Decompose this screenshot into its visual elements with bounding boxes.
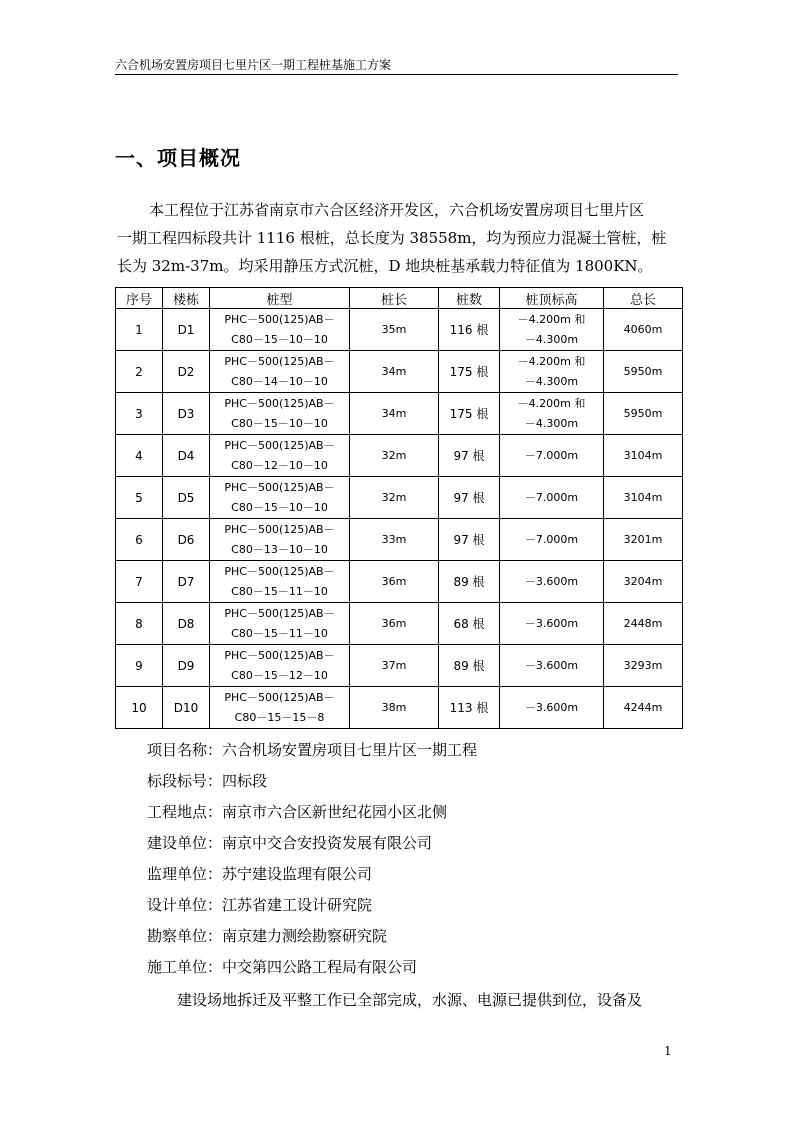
- cell-total: [604, 603, 683, 645]
- cell-type: [210, 603, 350, 645]
- cell-type: [210, 393, 350, 435]
- cell-count-text: 89 根: [453, 658, 485, 673]
- col-header-type: 桩型: [210, 288, 350, 309]
- cell-length: [350, 309, 439, 351]
- cell-building-text: D3: [177, 406, 195, 421]
- cell-total: [604, 351, 683, 393]
- cell-total-text: 3204m: [623, 574, 663, 588]
- cell-no-text: 1: [135, 322, 143, 337]
- cell-elevation-text: －7.000m: [524, 490, 579, 504]
- cell-type-text: PHC－500(125)AB－: [224, 480, 335, 494]
- cell-type-text: C80－15－11－10: [231, 584, 328, 598]
- cell-no: [116, 519, 163, 561]
- col-header-total: 总长: [604, 288, 683, 309]
- intro-line-2: 一期工程四标段共计 1116 根桩，总长度为 38558m，均为预应力混凝土管桩，桩: [117, 229, 667, 247]
- cell-elevation-text: －3.600m: [524, 700, 579, 714]
- cell-total-text: 3201m: [623, 532, 663, 546]
- table-row: [116, 561, 683, 603]
- cell-type: [210, 519, 350, 561]
- cell-total-text: 3104m: [623, 448, 663, 462]
- cell-type-text: PHC－500(125)AB－: [224, 690, 335, 704]
- col-header-length: 桩长: [350, 288, 439, 309]
- cell-building: [163, 351, 210, 393]
- cell-length: [350, 603, 439, 645]
- cell-type: [210, 687, 350, 729]
- cell-total-text: 5950m: [623, 406, 663, 420]
- cell-elevation: [500, 393, 604, 435]
- cell-no: [116, 393, 163, 435]
- cell-elevation: [500, 309, 604, 351]
- info-line: 监理单位：苏宁建设监理有限公司: [147, 865, 373, 883]
- intro-line-3: 长为 32m-37m。均采用静压方式沉桩，D 地块桩基承载力特征值为 1800KN。: [117, 257, 653, 275]
- cell-length-text: 34m: [381, 406, 407, 420]
- table-row: [116, 393, 683, 435]
- cell-length: [350, 561, 439, 603]
- cell-no: [116, 603, 163, 645]
- cell-type: [210, 309, 350, 351]
- cell-count: [439, 561, 500, 603]
- cell-total: [604, 645, 683, 687]
- cell-building-text: D2: [177, 364, 195, 379]
- cell-count: [439, 435, 500, 477]
- cell-building: [163, 561, 210, 603]
- cell-no: [116, 351, 163, 393]
- header-rule: [115, 74, 678, 75]
- cell-building: [163, 309, 210, 351]
- cell-count: [439, 477, 500, 519]
- cell-no: [116, 477, 163, 519]
- cell-type-text: PHC－500(125)AB－: [224, 354, 335, 368]
- cell-building: [163, 645, 210, 687]
- cell-no: [116, 687, 163, 729]
- cell-type-text: PHC－500(125)AB－: [224, 648, 335, 662]
- cell-total: [604, 435, 683, 477]
- cell-elevation-text: －4.300m: [524, 332, 579, 346]
- cell-type-text: PHC－500(125)AB－: [224, 522, 335, 536]
- cell-type-text: C80－15－10－10: [231, 500, 328, 514]
- cell-building: [163, 603, 210, 645]
- running-header: 六合机场安置房项目七里片区一期工程桩基施工方案: [115, 58, 392, 72]
- info-line: 施工单位：中交第四公路工程局有限公司: [147, 958, 418, 976]
- cell-type-text: PHC－500(125)AB－: [224, 438, 335, 452]
- cell-total-text: 5950m: [623, 364, 663, 378]
- cell-building-text: D9: [177, 658, 195, 673]
- cell-elevation: [500, 561, 604, 603]
- cell-total-text: 4060m: [623, 322, 663, 336]
- cell-length-text: 34m: [381, 364, 407, 378]
- cell-length-text: 37m: [381, 658, 407, 672]
- cell-elevation-text: －4.300m: [524, 416, 579, 430]
- cell-no-text: 4: [135, 448, 143, 463]
- project-info: [147, 735, 477, 983]
- cell-building: [163, 393, 210, 435]
- cell-length-text: 35m: [381, 322, 407, 336]
- cell-length-text: 36m: [381, 574, 407, 588]
- cell-type: [210, 561, 350, 603]
- table-row: [116, 477, 683, 519]
- cell-type-text: C80－13－10－10: [231, 542, 328, 556]
- cell-no-text: 7: [135, 574, 143, 589]
- info-line: 项目名称：六合机场安置房项目七里片区一期工程: [147, 741, 478, 759]
- cell-count-text: 97 根: [453, 490, 485, 505]
- info-line: 工程地点：南京市六合区新世纪花园小区北侧: [147, 803, 448, 821]
- intro-paragraph: [117, 196, 683, 280]
- cell-elevation-text: －3.600m: [524, 616, 579, 630]
- cell-length: [350, 477, 439, 519]
- cell-type: [210, 477, 350, 519]
- cell-length-text: 38m: [381, 700, 407, 714]
- cell-length: [350, 645, 439, 687]
- cell-no: [116, 561, 163, 603]
- cell-type: [210, 645, 350, 687]
- cell-total: [604, 393, 683, 435]
- info-line: 标段标号：四标段: [147, 772, 268, 790]
- cell-no: [116, 645, 163, 687]
- cell-count-text: 89 根: [453, 574, 485, 589]
- cell-total: [604, 477, 683, 519]
- cell-type-text: C80－15－12－10: [231, 668, 328, 682]
- cell-count-text: 113 根: [449, 700, 489, 715]
- cell-elevation: [500, 351, 604, 393]
- col-header-elevation: 桩顶标高: [500, 288, 604, 309]
- cell-no-text: 8: [135, 616, 143, 631]
- cell-count: [439, 309, 500, 351]
- cell-count-text: 97 根: [453, 448, 485, 463]
- info-line: 勘察单位：南京建力测绘勘察研究院: [147, 927, 388, 945]
- cell-count-text: 175 根: [449, 364, 489, 379]
- table-row: [116, 645, 683, 687]
- cell-type: [210, 351, 350, 393]
- cell-length-text: 32m: [381, 448, 407, 462]
- cell-elevation-text: －4.300m: [524, 374, 579, 388]
- cell-elevation: [500, 477, 604, 519]
- cell-type-text: C80－12－10－10: [231, 458, 328, 472]
- cell-type-text: PHC－500(125)AB－: [224, 564, 335, 578]
- col-header-no: 序号: [116, 288, 163, 309]
- cell-total-text: 3293m: [623, 658, 663, 672]
- cell-building-text: D4: [177, 448, 195, 463]
- cell-no-text: 2: [135, 364, 143, 379]
- cell-total: [604, 687, 683, 729]
- cell-no: [116, 435, 163, 477]
- info-line: 设计单位：江苏省建工设计研究院: [147, 896, 373, 914]
- cell-length-text: 33m: [381, 532, 407, 546]
- cell-type-text: C80－15－10－10: [231, 416, 328, 430]
- intro-line-1: 本工程位于江苏省南京市六合区经济开发区，六合机场安置房项目七里片区: [149, 201, 645, 219]
- cell-type-text: PHC－500(125)AB－: [224, 396, 335, 410]
- table-row: [116, 603, 683, 645]
- cell-type-text: C80－15－11－10: [231, 626, 328, 640]
- cell-elevation-text: －4.200m 和: [517, 354, 586, 368]
- cell-elevation-text: －7.000m: [524, 448, 579, 462]
- cell-count: [439, 519, 500, 561]
- cell-type-text: C80－14－10－10: [231, 374, 328, 388]
- cell-length: [350, 687, 439, 729]
- cell-total-text: 4244m: [623, 700, 663, 714]
- cell-no: [116, 309, 163, 351]
- cell-building: [163, 477, 210, 519]
- cell-count: [439, 351, 500, 393]
- cell-elevation: [500, 519, 604, 561]
- cell-length: [350, 351, 439, 393]
- cell-building-text: D1: [177, 322, 195, 337]
- cell-no-text: 5: [135, 490, 143, 505]
- cell-elevation: [500, 435, 604, 477]
- table-row: [116, 309, 683, 351]
- table-row: [116, 687, 683, 729]
- col-header-count: 桩数: [439, 288, 500, 309]
- cell-total-text: 2448m: [623, 616, 663, 630]
- table-row: [116, 351, 683, 393]
- cell-type: [210, 435, 350, 477]
- cell-no-text: 9: [135, 658, 143, 673]
- cell-count: [439, 393, 500, 435]
- cell-length-text: 32m: [381, 490, 407, 504]
- table-header-row: [116, 288, 683, 309]
- cell-type-text: C80－15－10－10: [231, 332, 328, 346]
- cell-elevation-text: －3.600m: [524, 658, 579, 672]
- cell-type-text: PHC－500(125)AB－: [224, 312, 335, 326]
- cell-building-text: D10: [173, 700, 199, 715]
- info-line: 建设单位：南京中交合安投资发展有限公司: [147, 834, 433, 852]
- cell-building-text: D8: [177, 616, 195, 631]
- cell-total: [604, 519, 683, 561]
- cell-elevation-text: －3.600m: [524, 574, 579, 588]
- cell-length-text: 36m: [381, 616, 407, 630]
- section-title: 一、项目概况: [115, 146, 241, 170]
- table-row: [116, 435, 683, 477]
- cell-elevation: [500, 645, 604, 687]
- cell-count: [439, 687, 500, 729]
- cell-length: [350, 393, 439, 435]
- cell-elevation-text: －7.000m: [524, 532, 579, 546]
- pile-table: [115, 287, 683, 729]
- cell-no-text: 3: [135, 406, 143, 421]
- cell-type-text: PHC－500(125)AB－: [224, 606, 335, 620]
- cell-building: [163, 519, 210, 561]
- cell-elevation: [500, 687, 604, 729]
- cell-count-text: 68 根: [453, 616, 485, 631]
- cell-count: [439, 645, 500, 687]
- cell-elevation: [500, 603, 604, 645]
- cell-no-text: 10: [131, 700, 147, 715]
- cell-length: [350, 435, 439, 477]
- cell-count: [439, 603, 500, 645]
- page-number: 1: [664, 1044, 672, 1058]
- cell-building-text: D5: [177, 490, 195, 505]
- cell-count-text: 116 根: [449, 322, 489, 337]
- cell-count-text: 175 根: [449, 406, 489, 421]
- closing-paragraph: 建设场地拆迁及平整工作已全部完成，水源、电源已提供到位，设备及: [177, 991, 643, 1009]
- cell-total-text: 3104m: [623, 490, 663, 504]
- cell-building: [163, 687, 210, 729]
- cell-type-text: C80－15－15－8: [234, 710, 325, 724]
- cell-count-text: 97 根: [453, 532, 485, 547]
- cell-total: [604, 561, 683, 603]
- table-row: [116, 519, 683, 561]
- cell-no-text: 6: [135, 532, 143, 547]
- cell-elevation-text: －4.200m 和: [517, 312, 586, 326]
- cell-total: [604, 309, 683, 351]
- col-header-building: 楼栋: [163, 288, 210, 309]
- cell-building-text: D7: [177, 574, 195, 589]
- cell-building-text: D6: [177, 532, 195, 547]
- cell-building: [163, 435, 210, 477]
- cell-length: [350, 519, 439, 561]
- cell-elevation-text: －4.200m 和: [517, 396, 586, 410]
